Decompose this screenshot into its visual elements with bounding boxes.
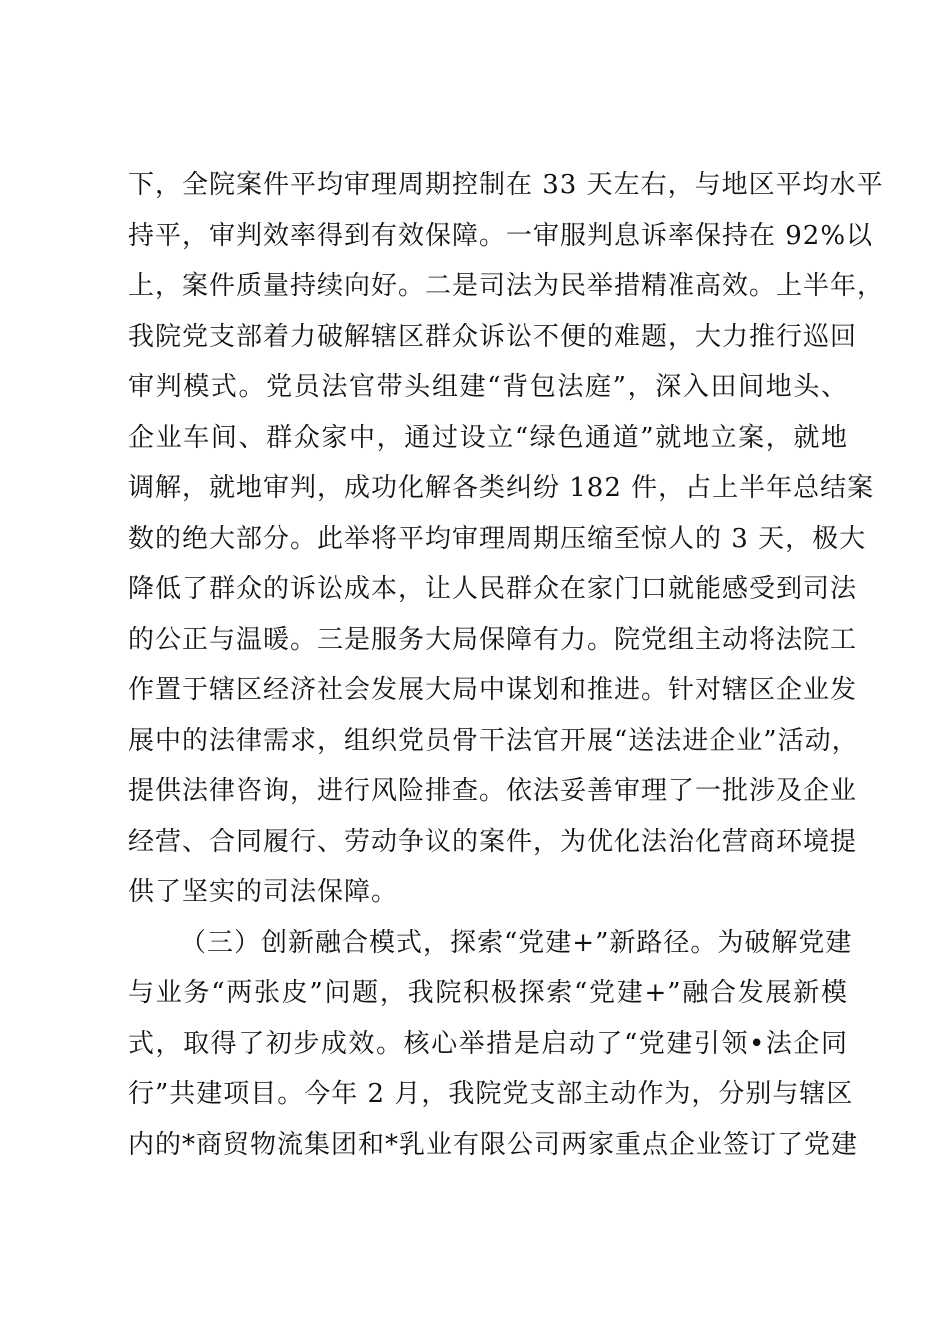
- text-line-19: 行”共建项目。今年 2 月，我院党支部主动作为，分别与辖区: [128, 1079, 854, 1109]
- text-line-5: 审判模式。党员法官带头组建“背包法庭”，深入田间地头、: [128, 372, 848, 402]
- text-line-8: 数的绝大部分。此举将平均审理周期压缩至惊人的 3 天，极大: [128, 523, 867, 554]
- text-line-6: 企业车间、群众家中，通过设立“绿色通道”就地立案，就地: [128, 422, 848, 453]
- text-line-14: 经营、合同履行、劳动争议的案件，为优化法治化营商环境提: [128, 826, 858, 857]
- text-line-10: 的公正与温暖。三是服务大局保障有力。院党组主动将法院工: [128, 624, 858, 655]
- text-line-1: 下，全院案件平均审理周期控制在 33 天左右，与地区平均水平: [128, 170, 884, 200]
- text-line-17: 与业务“两张皮”问题，我院积极探索“党建+”融合发展新模: [128, 978, 848, 1008]
- text-line-12: 展中的法律需求，组织党员骨干法官开展“送法进企业”活动，: [128, 725, 859, 756]
- text-line-11: 作置于辖区经济社会发展大局中谋划和推进。针对辖区企业发: [128, 675, 858, 705]
- text-line-4: 我院党支部着力破解辖区群众诉讼不便的难题，大力推行巡回: [128, 321, 858, 352]
- text-line-20: 内的*商贸物流集团和*乳业有限公司两家重点企业签订了党建: [128, 1129, 859, 1160]
- text-line-7: 调解，就地审判，成功化解各类纠纷 182 件，占上半年总结案: [128, 473, 875, 503]
- text-line-3: 上，案件质量持续向好。二是司法为民举措精准高效。上半年，: [128, 271, 885, 301]
- text-line-13: 提供法律咨询，进行风险排查。依法妥善审理了一批涉及企业: [128, 776, 858, 806]
- text-line-15: 供了坚实的司法保障。: [128, 877, 399, 907]
- text-line-2: 持平，审判效率得到有效保障。一审服判息诉率保持在 92%以: [128, 220, 874, 251]
- section-heading-line: （三）创新融合模式，探索“党建+”新路径。为破解党建: [180, 927, 853, 958]
- text-line-9: 降低了群众的诉讼成本，让人民群众在家门口就能感受到司法: [128, 574, 858, 604]
- text-line-18: 式，取得了初步成效。核心举措是启动了“党建引领•法企同: [128, 1028, 848, 1059]
- body-text: [128, 160, 885, 1170]
